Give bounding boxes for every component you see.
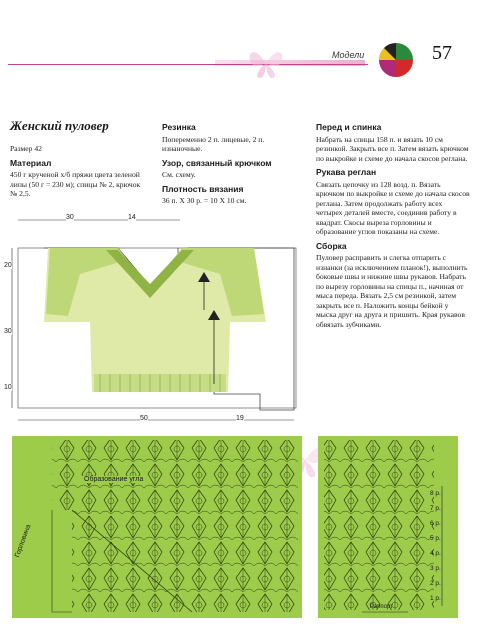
crochet-chart-corner — [12, 436, 302, 618]
dim-top-left: 30 — [66, 214, 74, 221]
dim-left-mid: 30 — [4, 328, 12, 335]
row-label: 1 р. — [430, 595, 441, 602]
chart-neckline-label: Горловина — [14, 523, 33, 559]
dim-left-bottom: 10 — [4, 384, 12, 391]
row-label: 2 р. — [430, 580, 441, 587]
crochet-chart-rapport — [318, 436, 458, 618]
assembly-text: Пуловер расправить и слегка отпарить с изнанки (за исключением планок!), выполнить боковые швы и нижние швы рукавов. Набрать по вырезу горловины на спицы п., начиная от мыса переда. Вязать 2,5 см резинкой, затем закрыть все п. Наложить концы бейкой у мыска друг на друга и пришить. Края рукавов обвязать зубчиками. — [316, 253, 468, 329]
sleeve-raglan-heading: Рукава реглан — [316, 167, 377, 178]
column-middle — [162, 118, 304, 210]
color-wheel-logo — [378, 42, 414, 78]
gauge-heading: Плотность вязания — [162, 183, 244, 194]
butterfly-icon — [246, 46, 286, 80]
garment-schematic — [10, 214, 300, 426]
section-label: Модели — [332, 50, 365, 60]
dim-left-top: 20 — [4, 262, 12, 269]
page-number: 57 — [432, 42, 452, 64]
row-labels — [430, 486, 456, 606]
materials-heading: Материал — [10, 157, 52, 168]
dim-bottom-right: 19 — [236, 415, 244, 422]
ribbing-heading: Резинка — [162, 122, 196, 132]
row-label: 4 р. — [430, 550, 441, 557]
sleeve-raglan-text: Связать цепочку из 128 возд. п. Вязать крючком по выкройке и схеме до начала скосов реглана. Затем продолжать работу всех четырех деталей вместе, соединив работу в квадрат. Скосы выреза горловины и образование углов показаны на схеме. — [316, 179, 470, 237]
row-label: 7 р. — [430, 505, 441, 512]
header-decor-bar — [215, 60, 365, 66]
column-right — [316, 118, 470, 333]
ribbing-text: Попеременно 2 п. лицевые, 2 п. изнаночные. — [162, 134, 265, 154]
front-back-heading: Перед и спинка — [316, 122, 382, 132]
row-label: 3 р. — [430, 565, 441, 572]
pattern-size: Размер 42 — [10, 144, 42, 154]
row-label: 8 р. — [430, 490, 441, 497]
crochet-pattern-text: См. схему. — [162, 170, 196, 180]
header-rule — [8, 64, 368, 65]
assembly-heading: Сборка — [316, 240, 347, 251]
crochet-chart-corner-drawing — [12, 436, 302, 618]
front-back-text: Набрать на спицы 158 п. и вязать 10 см резинкой. Закрыть все п. Затем вязать крючком по выкройке и схеме до начала скосов реглана. — [316, 134, 469, 163]
crochet-pattern-heading: Узор, связанный крючком — [162, 157, 272, 168]
gauge-text: 36 п. X 30 р. = 10 X 10 см. — [162, 196, 247, 206]
materials-text: 450 г крученой х/б пряжи цвета зеленой липы (50 г = 230 м); спицы № 2, крючок № 2,5. — [10, 170, 141, 199]
rapport-label: Раппорт — [370, 604, 393, 610]
pattern-title: Женский пуловер — [10, 118, 109, 133]
chart-corner-label: Образование угла — [84, 476, 144, 483]
dim-top-mid: 14 — [128, 214, 136, 221]
row-label: 5 р. — [430, 535, 441, 542]
row-label: 6 р. — [430, 520, 441, 527]
dim-bottom-left: 50 — [140, 415, 148, 422]
column-left — [10, 118, 148, 203]
